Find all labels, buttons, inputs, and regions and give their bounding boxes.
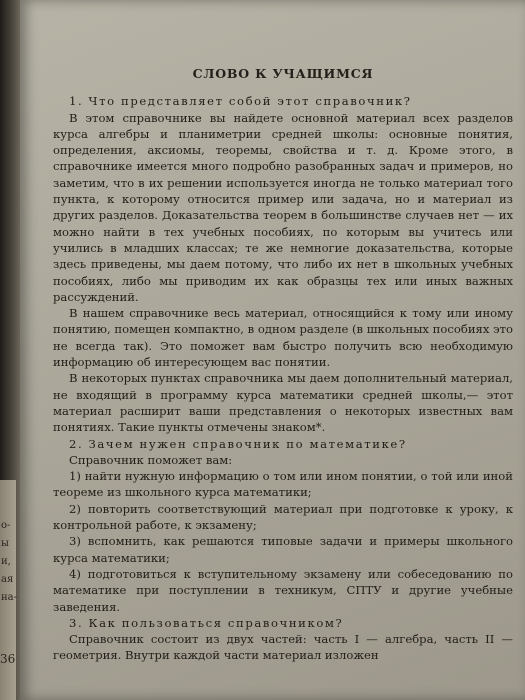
question-2-heading: 2. Зачем нужен справочник по математике? [69, 436, 407, 451]
left-page-fragment: и, [1, 556, 11, 567]
page-number: 36 [0, 652, 16, 666]
list-item: 4) подготовиться к вступительному экзамену или собеседованию по математике при поступлении в техникум, СПТУ и другие учебные заведения. [53, 566, 513, 614]
left-page-fragment: о- [1, 520, 11, 531]
left-page-edge [0, 480, 16, 700]
left-page-fragment: ы [1, 538, 9, 549]
question-1-paragraph: В нашем справочнике весь материал, относящийся к тому или иному понятию, помещен компактно, в одном разделе (в школьных пособиях это не всегда так). Это поможет вам быстро получить всю необходимую информацию об интересующем вас понятии. [53, 306, 513, 370]
question-3-paragraph: Справочник состоит из двух частей: часть I — алгебра, часть II — геометрия. Внутри каждой части материал изложен [53, 632, 513, 663]
page-content [53, 66, 513, 664]
list-item: 1) найти нужную информацию о том или ином понятии, о той или иной теореме из школьного курса математики; [53, 469, 513, 500]
page-title: СЛОВО К УЧАЩИМСЯ [192, 66, 374, 81]
book-page [20, 0, 525, 700]
question-1-paragraph: В некоторых пунктах справочника мы даем дополнительный материал, не входящий в программу курса математики средней школы,— этот материал расширит ваши представления о некоторых известных вам понятиях. Такие пункты отмечены знаком*. [53, 371, 513, 435]
question-1-heading: 1. Что представляет собой этот справочник? [69, 94, 412, 109]
question-2-intro: Справочник поможет вам: [69, 452, 233, 467]
list-item: 3) вспомнить, как решаются типовые задачи и примеры школьного курса математики; [53, 534, 513, 565]
left-page-fragment: на- [1, 592, 18, 603]
left-page-fragment: ая [1, 574, 14, 585]
question-2-list [53, 468, 513, 615]
list-item: 2) повторить соответствующий материал при подготовке к уроку, к контрольной работе, к экзамену; [53, 501, 513, 533]
question-3-heading: 3. Как пользоваться справочником? [69, 615, 344, 630]
question-1-paragraph: В этом справочнике вы найдете основной материал всех разделов курса алгебры и планиметрии средней школы: основные понятия, определения, аксиомы, теоремы, свойства и т. д. Кроме этого, в справочнике имеется много подробно разобранных задач и примеров, но заметим, что в их решении используется иногда не только материал того пункта, к которому относится пример или задача, но и материал из других разделов. Доказательства теорем в большинстве случаев нет — их можно найти в тех учебных пособиях, по которым вы учитесь или учились в младших классах; те же немногие доказательства, которые здесь приведены, мы даем потому, что либо их нет в школьных учебных пособиях, либо мы приводим их как образцы тех или иных важных рассуждений. [53, 110, 513, 304]
